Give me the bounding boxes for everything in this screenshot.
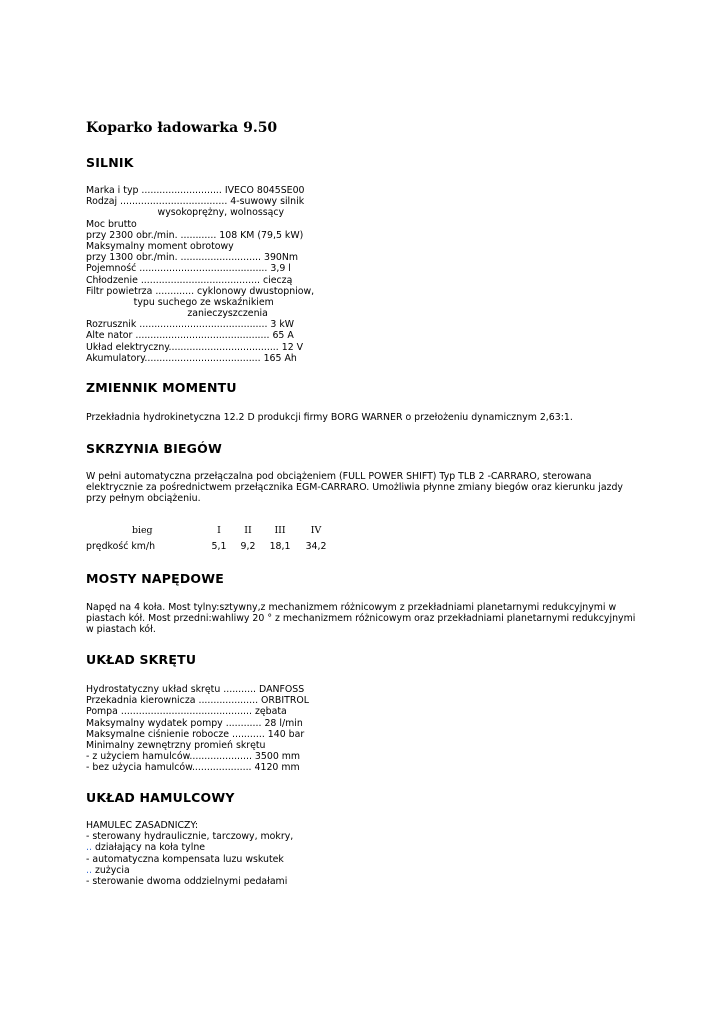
list-item-text: - automatyczna kompensata luzu wskutek: [86, 853, 284, 865]
skrzynia-paragraph: W pełni automatyczna przełączalna pod obciążeniem (FULL POWER SHIFT) Typ TLB 2 -CARRARO, sterowana elektrycznie za pośrednictwem przełącznika EGM-CARRARO. Umożliwia płynne zmiany biegów oraz kierunku jazdy przy pełnym obciążeniu.: [86, 471, 623, 505]
spec-line: Przekadnia kierownicza .................... ORBITROL: [86, 695, 309, 707]
document-title: Koparko ładowarka 9.50: [86, 120, 278, 136]
list-item-text: HAMULEC ZASADNICZY:: [86, 820, 199, 831]
table-cell: I: [217, 525, 221, 536]
spec-line: Akumulatory....................................... 165 Ah: [86, 352, 297, 364]
table-cell: 9,2: [240, 541, 256, 552]
spec-line: - z użyciem hamulców..................... 3500 mm: [86, 751, 301, 763]
section-heading-hamulce: UKŁAD HAMULCOWY: [86, 790, 235, 805]
spec-line: Filtr powietrza ............. cyklonowy dwustopniow,: [86, 285, 315, 297]
spec-line: Minimalny zewnętrzny promień skrętu: [86, 739, 266, 751]
list-item: [86, 831, 293, 842]
list-item: [86, 854, 293, 865]
spec-line: Hydrostatyczny układ skrętu ........... DANFOSS: [86, 684, 305, 695]
table-cell: 18,1: [269, 541, 291, 552]
spec-line: Maksymalne ciśnienie robocze ........... 140 bar: [86, 728, 305, 740]
table-row: [86, 539, 334, 555]
section-heading-mosty: MOSTY NAPĘDOWE: [86, 571, 224, 586]
bullet-marker: ..: [86, 864, 92, 876]
list-item: [86, 865, 293, 876]
list-item-text: - sterowanie dwoma oddzielnymi pedałami: [86, 875, 288, 887]
table-cell: 5,1: [211, 541, 227, 552]
spec-line: Pompa ............................................ zębata: [86, 706, 287, 718]
table-cell: 34,2: [305, 541, 327, 552]
list-item-text: zużycia: [91, 864, 130, 876]
spec-line: Układ elektryczny..................................... 12 V: [86, 341, 304, 353]
table-cell: IV: [310, 525, 322, 536]
spec-line: Maksymalny wydatek pompy ............ 28 l/min: [86, 717, 303, 729]
spec-line: typu suchego ze wskaźnikiem: [86, 296, 274, 308]
table-header-row: [86, 523, 334, 539]
spec-line: wysokoprężny, wolnossący: [86, 207, 285, 219]
spec-line: Pojemność ........................................... 3,9 l: [86, 263, 291, 275]
spec-line: - bez użycia hamulców.................... 4120 mm: [86, 762, 300, 774]
hamulce-list: [86, 820, 293, 887]
spec-line: Chłodzenie ........................................ cieczą: [86, 274, 293, 286]
list-item-text: działający na koła tylne: [91, 842, 206, 854]
spec-line: Alte nator ............................................. 65 A: [86, 330, 294, 342]
table-cell: II: [244, 525, 252, 536]
section-heading-skrzynia: SKRZYNIA BIEGÓW: [86, 441, 222, 456]
spec-line: przy 2300 obr./min. ............ 108 KM (79,5 kW): [86, 229, 304, 241]
spec-line: Marka i typ ........................... IVECO 8045SE00: [86, 185, 305, 196]
spec-line: Rodzaj .................................... 4-suwowy silnik: [86, 196, 305, 208]
bullet-marker: ..: [86, 842, 92, 854]
silnik-spec-list: [86, 185, 314, 364]
section-heading-uklad-skretu: UKŁAD SKRĘTU: [86, 652, 197, 667]
section-heading-zmiennik: ZMIENNIK MOMENTU: [86, 380, 237, 395]
table-cell: prędkość km/h: [86, 541, 156, 552]
list-item: [86, 820, 293, 831]
section-heading-silnik: SILNIK: [86, 155, 134, 170]
mosty-paragraph: Napęd na 4 koła. Most tylny:sztywny,z mechanizmem różnicowym z przekładniami planetarnymi redukcyjnymi w piastach kół. Most przedni:wahliwy 20 ° z mechanizmem różnicowym oraz przekładniami planetarnymi redukcyjnymi w piastach kół.: [86, 602, 636, 636]
list-item: [86, 876, 293, 887]
spec-line: Rozrusznik ........................................... 3 kW: [86, 319, 295, 331]
list-item: [86, 842, 293, 853]
spec-line: Maksymalny moment obrotowy: [86, 240, 234, 252]
spec-line: Moc brutto: [86, 218, 137, 230]
spec-line: przy 1300 obr./min. ........................... 390Nm: [86, 252, 299, 264]
gear-speed-table: [86, 523, 334, 555]
spec-line: zanieczyszczenia: [86, 308, 268, 320]
table-cell: bieg: [132, 525, 153, 536]
zmiennik-paragraph: Przekładnia hydrokinetyczna 12.2 D produkcji firmy BORG WARNER o przełożeniu dynamicznym 2,63:1.: [86, 412, 573, 423]
table-cell: III: [274, 525, 286, 536]
uklad-skretu-spec-list: [86, 684, 309, 774]
list-item-text: - sterowany hydraulicznie, tarczowy, mokry,: [86, 831, 294, 843]
